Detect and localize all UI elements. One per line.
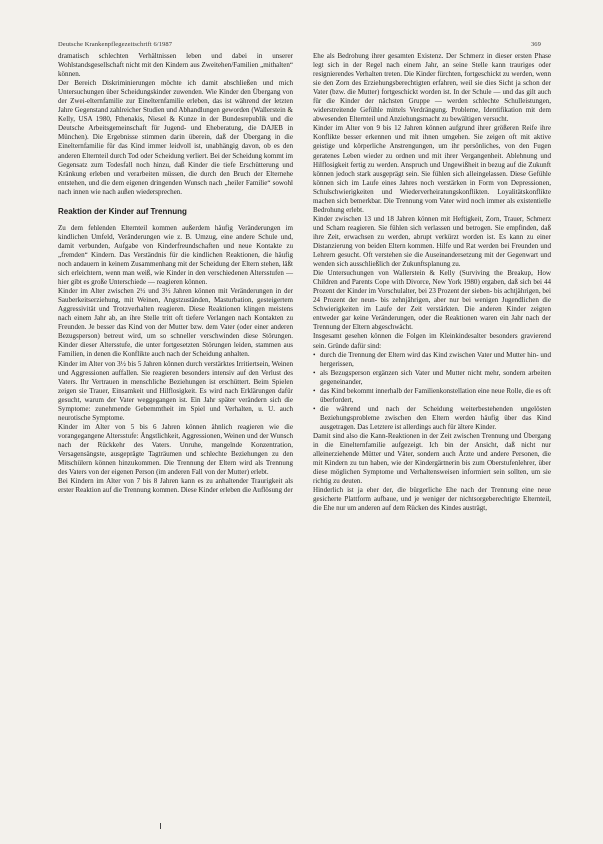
paragraph: Ehe als Bedrohung ihrer gesamten Existenz. Der Schmerz in dieser ersten Phase legt sich in der Regel nach einem Jahr, an seine Stelle kann trauriges oder resignierendes Verhalten treten. Die Kinder fürchten, fortgeschickt zu werden, wenn sie den Zorn des Erziehungsberechtigten erfahren, weil sie dies Sicht ja schon der Vater (bzw. die Mutter) fortgeschickt worden ist. In der Schule — und das gilt auch für die Kinder der nächsten Gruppe — werden schlechte Schulleistungen, widerstreitende Gefühle mittels Verdrängung. Probleme, Identifikation mit dem abwesenden Elternteil und Anziehungsmacht zu bewältigen versucht. [313,52,551,124]
paragraph: Kinder im Alter von 9 bis 12 Jahren können aufgrund ihrer größeren Reife ihre Konflikte besser erkennen und mit ihnen umgehen. Sie zeigen oft mit aktive geistige und körperliche Anstrengungen, um ihr persönliches, von den Fugen geratenes Leben wieder zu ordnen und mit ihrer Vergangenheit. Ablehnung und Hilflosigkeit fertig zu werden. Anspruch und Ungewißheit in bezug auf die Zukunft können jedoch stark ausgeprägt sein. Sie fühlen sich alleingelassen. Diese Gefühle können sich im Laufe eines Jahres noch verstärken in Form von Depressionen, Schulschwierigkeiten und Wiederverheiratungskonflikten. Loyalitätskonflikte machen sich bemerkbar. Die Trennung vom Vater wird noch immer als existentielle Bedrohung erlebt. [313,124,551,214]
list-item: • als Bezugsperson ergänzen sich Vater und Mutter nicht mehr, sondern arbeiten gegeneinander, [313,369,551,387]
paragraph: Hinderlich ist ja eher der, die bürgerliche Ehe nach der Trennung eine neue gesicherte Plattform aufbaue, und je weniger der nichtsorgeberechtigte Elternteil, die Ehe nur um anderen auf dem Rücken des Kindes austrägt, [313,486,551,513]
footer-mark [160,823,161,829]
list-item: • durch die Trennung der Eltern wird das Kind zwischen Vater und Mutter hin- und hergerissen, [313,351,551,369]
paragraph: Der Bereich Diskriminierungen möchte ich damit abschließen und mich Untersuchungen über Scheidungskinder zuwenden. Wie Kinder den Übergang von der Zwei-elternfamilie zur Einelternfamilie erleben, das ist während der letzten Jahre Gegenstand zahlreicher Studien und Abhandlungen geworden (Wallerstein & Kelly, USA 1980, Fthenakis, Niesel & Kunze in der Bundesrepublik und die Deutsche Arbeitsgemeinschaft für Jugend- und Eheberatung, die DAJEB in München). Die Ergebnisse stimmen darin überein, daß der Übergang in die Einelternfamilie für das Kind immer leidvoll ist, unabhängig davon, ob es den anderen Elternteil durch Tod oder Scheidung verliert. Bei der Scheidung kommt im Gegensatz zum Todesfall noch hinzu, daß Kinder die tiefe Erschütterung und Kränkung erleben und verarbeiten müssen, die durch den Bruch der Elternehe entstehen, und die dem eigenen dringenden Wunsch nach „heiler Familie“ sowohl nach innen wie nach außen wiedersprechen. [58,79,293,196]
journal-title: Deutsche Krankenpflegezeitschrift 6/1987 [58,41,173,48]
running-head [58,41,541,48]
section-heading: Reaktion der Kinder auf Trennung [58,206,187,216]
paragraph: Damit sind also die Kann-Reaktionen in der Zeit zwischen Trennung und Übergang in die Einelternfamilie aufgezeigt. Ich bin der Ansicht, daß nicht nur alleinerziehende Mütter und Väter, sondern auch Ärzte und andere Personen, die mit Kindern zu tun haben, wie der Kindergärtnerin bis zum Oberstufenlehrer, über diese möglichen Symptome und Verhaltensweisen informiert sein sollten, um sie richtig zu deuten. [313,431,551,486]
list-item: • das Kind bekommt innerhalb der Familienkonstellation eine neue Rolle, die es oft überfordert, [313,387,551,405]
paragraph: Die Untersuchungen von Wallerstein & Kelly (Surviving the Breakup, How Children and Parents Cope with Divorce, New York 1980) ergaben, daß sich bei 44 Prozent der Kinder im Vorschulalter, bei 23 Prozent der sieben- bis achtjährigen, bei 24 Prozent der neun- bis zehnjährigen, aber nur bei wenigen Jugendlichen die Schwierigkeiten im Laufe der Zeit verstärkten. Die anderen Kinder zeigten entweder gar keine Veränderungen, oder die Reaktionen waren ein Jahr nach der Trennung der Eltern abgeschwächt. [313,269,551,332]
paragraph: Insgesamt gesehen können die Folgen im Kleinkindesalter besonders gravierend sein. Gründe dafür sind: [313,332,551,350]
paragraph: Kinder im Alter von 3½ bis 5 Jahren können durch verstärktes Irritiertsein, Weinen und Aggressionen auffallen. Sie reagieren besonders intensiv auf den Verlust des Vaters. Ihr Vertrauen in menschliche Beziehungen ist erschüttert. Beim Spielen zeigen sie Trauer, Einsamkeit und Hilflosigkeit. Es wird nach Erklärungen dafür gesucht, warum der Vater weggegangen ist. Ein Jahr später verändern sich die Symptome: zunehmende Gebemmtheit im Spiel und Verhalten, u. U. auch neurotische Symptome. [58,359,293,422]
list-item: • die während und nach der Scheidung weiterbestehenden ungelösten Beziehungsprobleme zwischen den Eltern werden häufig über das Kind ausgetragen. Das Letztere ist allerdings auch für ältere Kinder. [313,405,551,432]
paragraph: Kinder im Alter zwischen 2½ und 3½ Jahren können mit Veränderungen in der Sauberkeitserziehung, mit Weinen, Angstzuständen, Masturbation, gesteigertem Aggressivität und Trotzverhalten reagieren. Diese Reaktionen klingen meistens nach einem Jahr ab, an ihre Stelle tritt oft tiefere Verlangen nach Kontakten zu Freunden. Je besser das Kind von der Mutter bzw. dem Vater (oder einer anderen Bezugsperson) betreut wird, um so schneller verschwinden diese Störungen. Kinder dieser Altersstufe, die unter fortgesetzten Störungen leiden, stammen aus Familien, in denen die Konflikte auch nach der Scheidung anhalten. [58,287,293,359]
right-column [313,52,551,513]
reasons-list [313,351,551,432]
paragraph: Bei Kindern im Alter von 7 bis 8 Jahren kann es zu anhaltender Traurigkeit als erster Reaktion auf die Trennung kommen. Diese Kinder erleben die Auflösung der [58,477,293,495]
page-number: 369 [530,41,541,48]
paragraph: Kinder zwischen 13 und 18 Jahren können mit Heftigkeit, Zorn, Trauer, Schmerz und Scham reagieren. Sie fühlen sich verlassen und betrogen. Sie empfinden, daß ihre Zeit, erwachsen zu werden, abrupt verkürzt worden ist. Es kann zu einer Distanzierung von beiden Eltern kommen. Hilfe und Rat werden bei Freunden und Lehrern gesucht. Oft verstehen sie die Auseinandersetzung mit der Gegenwart und wenden sich ausschließlich der Zukunftsplanung zu. [313,214,551,269]
paragraph: Kinder im Alter von 5 bis 6 Jahren können ähnlich reagieren wie die vorangegangene Altersstufe: Ängstlichkeit, Aggressionen, Weinen und der Wunsch nach der Rückkehr des Vaters. Unruhe, mangelnde Konzentration, Versagensängste, ausgeprägte Tagträumen und schlechte Beziehungen zu den Mitschülern können hinzukommen. Die Trennung der Eltern wird als Trennung des Vaters von der eigenen Person (im anderen Fall von der Mutter) erlebt. [58,422,293,477]
paragraph: dramatisch schlechten Verhältnissen leben und dabei in unserer Wohlstandsgesellschaft nicht mit den Kindern aus Zweitehen/Familien „mithalten“ können. [58,52,293,79]
left-column [58,52,293,495]
paragraph: Zu dem fehlenden Elternteil kommen außerdem häufig Veränderungen im kindlichen Umfeld, Veränderungen wie z. B. Umzug, eine andere Schule und, damit verbunden, Aufgabe von Kinderfreundschaften und neue Kontakte zu „fremden“ Kindern. Das Verständnis für die kindlichen Reaktionen, die häufig noch andauern in keinem Zusammenhang mit der Scheidung der Eltern stehen, läßt sich erleichtern, wenn man weiß, wie Kinder in den verschiedenen Altersstufen — hier gibt es große Unterschiede — reagieren können. [58,223,293,287]
